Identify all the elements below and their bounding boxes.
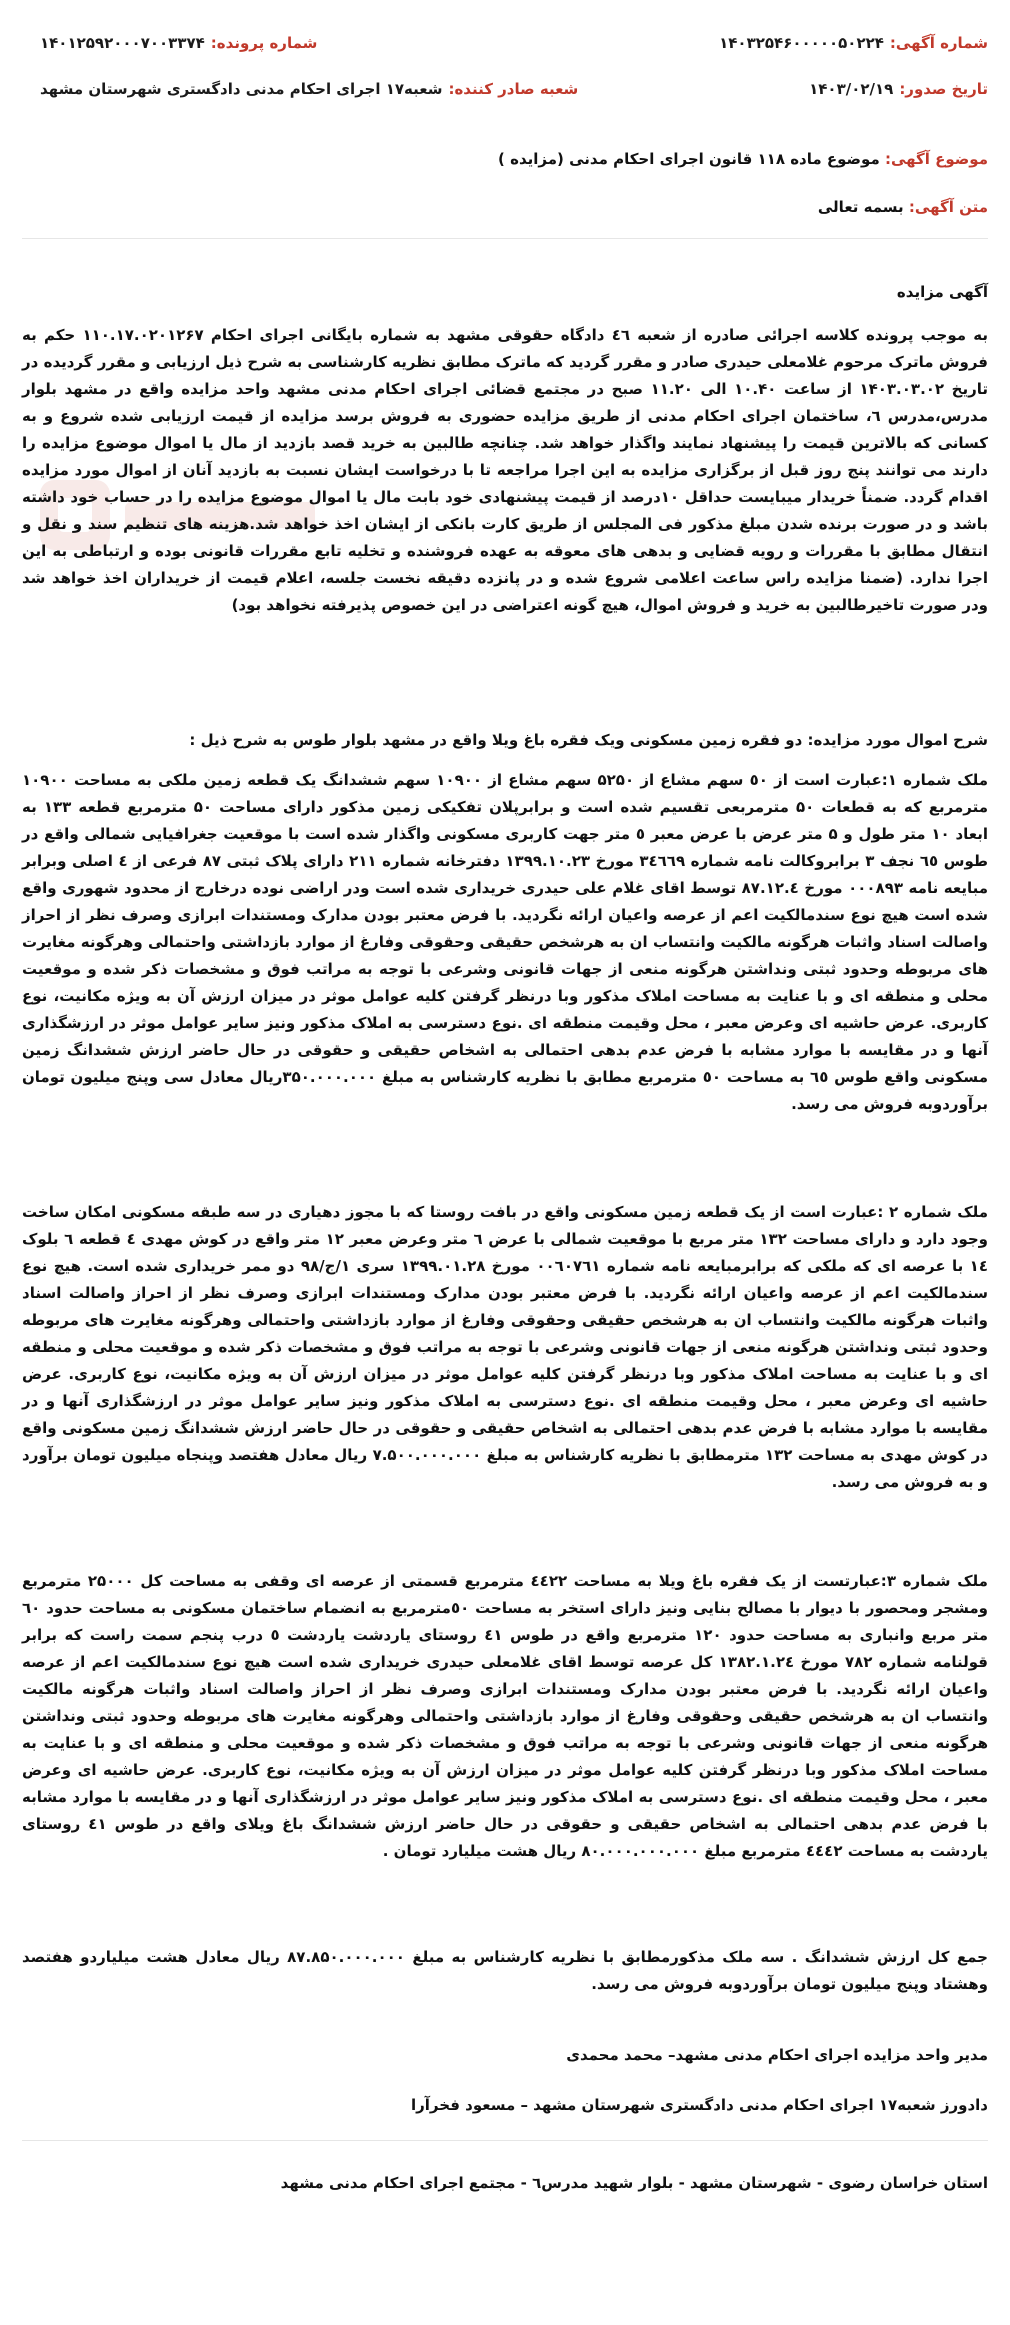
- notice-text-heading: [22, 198, 988, 216]
- notice-intro-paragraph: به موجب پرونده کلاسه اجرائی صادره از شعبه ٤٦ دادگاه حقوقی مشهد به شماره بایگانی اجرای احکام ۱۱۰.۱۷.۰۲۰۱۲۶۷ حکم به فروش ماترک مرحوم غلامعلی حیدری صادر و مقرر گردید که ماترک مطابق نظریه کارشناسی به شرح ذیل ارزیابی و مقرر گردیده در تاریخ ۱۴۰۳.۰۳.۰۲ از ساعت ۱۰.۴۰ الی ۱۱.۲۰ صبح در مجتمع قضائی اجرای احکام مدنی مشهد واحد مزایده واقع در مشهد بلوار مدرس،مدرس ٦، ساختمان اجرای احکام مدنی از طریق مزایده حضوری به فروش برسد مزایده از قیمت ارزیابی شده شروع و به کسانی که بالاترین قیمت را پیشنهاد نمایند واگذار خواهد شد. چنانچه طالبین به خرید قصد بازدید از مال یا اموال موضوع مزایده را دارند می توانند پنج روز قبل از برگزاری مزایده به این اجرا مراجعه تا با درخواست ایشان نسبت به بازدید آنان از اموال مورد مزایده اقدام گردد. ضمناً خریدار میبایست حداقل ۱۰درصد از قیمت پیشنهادی خود بابت مال یا اموال موضوع مزایده را در حساب خود داشته باشد و در صورت برنده شدن مبلغ مذکور فی المجلس از طریق کارت بانکی از ایشان اخذ خواهد شد.هزینه های تنظیم سند و نقل و انتقال مطابق با مقررات و رویه قضایی و بدهی های معوقه به عهده فروشنده و تخلیه تابع مقررات قانونی بوده و ارتباطی به این اجرا ندارد. (ضمنا مزایده راس ساعت اعلامی شروع شده و در پانزده دقیقه نخست جلسه، اعلام قیمت از خریداران اخذ خواهد شد ودر صورت تاخیرطالبین به خرید و فروش اموال، هیچ گونه اعتراضی در این خصوص پذیرفته نخواهد بود): [22, 326, 989, 614]
- header-row-2: [40, 80, 988, 98]
- footer-divider: [22, 2140, 988, 2141]
- header-row-1: [40, 34, 988, 52]
- signer-auction-manager: مدیر واحد مزایده اجرای احکام مدنی مشهد– محمد محمدی: [566, 2046, 988, 2064]
- notice-number: [719, 34, 988, 52]
- notice-title: آگهی مزایده: [896, 283, 988, 301]
- notice-subject-value: موضوع ماده ۱۱۸ قانون اجرای احکام مدنی (مزایده ): [498, 150, 880, 168]
- section-divider: [22, 238, 988, 239]
- case-number-label: شماره پرونده:: [210, 34, 318, 52]
- property-1-paragraph: ملک شماره ۱:عبارت است از ٥٠ سهم مشاع از ۵۲۵۰ سهم مشاع از ۱۰۹۰۰ سهم ششدانگ یک قطعه زمین ملکی به مساحت ۱۰۹۰۰ مترمربع که به قطعات ۵۰ مترمربعی تقسیم شده است و برابرپلان تفکیکی زمین مذکور دارای مساحت ۵۰ مترمربع قطعه ۱۳۳ به ابعاد ۱۰ متر طول و ۵ متر عرض با عرض معبر ٥ متر جهت کاربری مسکونی واگذار شده است با موقعیت جغرافیایی شمالی واقع در طوس ٦٥ نجف ۳ برابروکالت نامه شماره ٣٤٦٦٩ مورخ ۱۳۹۹.۱۰.۲۳ دفترخانه شماره ۲۱۱ دارای پلاک ثبتی ۸۷ فرعی از ٤ اصلی وبرابر مبایعه نامه ۰۰۰۸۹۳ مورخ ۸۷.۱۲.٤ توسط اقای غلام علی حیدری خریداری شده است ودر اراضی نوده درخارج از محدود شهوری واقع شده است هیچ نوع سندمالکیت اعم از عرصه واعیان ارائه نگردید. با فرض معتبر بودن مدارک ومستندات ابرازی وصرف نظر از احراز واصالت اسناد واثبات هرگونه مالکیت وانتساب ان به هرشخص حقیقی وحقوقی وفارغ از موارد بازداشتی واحتمالی وهرگونه مغایرت های مربوطه وحدود ثبتی ونداشتن هرگونه منعی از جهات قانونی وشرعی با توجه به مراتب فوق و مشخصات ذکر شده و موقعیت محلی و منطقه ای و با عنایت به مساحت املاک مذکور وبا درنظر گرفتن کلیه عوامل موثر در میزان ارزش آن به ویژه مکانیت، نوع کاربری. عرض حاشیه ای وعرض معبر ، محل وقیمت منطقه ای .نوع دسترسی به املاک مذکور ونیز سایر عوامل موثر در ارزشگذاری آنها و در مقایسه با موارد مشابه با فرض عدم بدهی احتمالی به اشخاص حقیقی و حقوقی در حال حاضر ارزش ششدانگ زمین مسکونی واقع طوس ٦٥ به مساحت ٥٠ مترمربع مطابق با نظریه کارشناس به مبلغ ۳۵۰.۰۰۰.۰۰۰ریال معادل سی وپنج میلیون تومان برآوردوبه فروش می رسد.: [22, 771, 989, 1113]
- office-address: استان خراسان رضوی - شهرستان مشهد - بلوار شهید مدرس٦ - مجتمع اجرای احکام مدنی مشهد: [280, 2174, 988, 2192]
- notice-text-intro: بسمه تعالی: [817, 198, 904, 216]
- issue-date-label: تاریخ صدور:: [899, 80, 988, 98]
- case-number-value: ۱۴۰۱۲۵۹۲۰۰۰۷۰۰۳۳۷۴: [40, 34, 205, 52]
- total-value-paragraph: جمع کل ارزش ششدانگ . سه ملک مذکورمطابق با نظریه کارشناس به مبلغ ۸۷.۸۵۰.۰۰۰.۰۰۰ ریال معادل هشت میلیاردو هفتصد وهشتاد وپنج میلیون تومان برآوردوبه فروش می رسد.: [22, 1948, 988, 1993]
- issuing-branch: [40, 80, 578, 98]
- notice-subject-label: موضوع آگهی:: [884, 150, 988, 168]
- notice-subject: [22, 150, 988, 168]
- property-2-paragraph: ملک شماره ۲ :عبارت است از یک قطعه زمین مسکونی واقع در بافت روستا که با مجوز دهیاری در سه طبقه مسکونی امکان ساخت وجود دارد و دارای مساحت ۱۳۲ متر مربع با موقعیت شمالی با عرض ٦ متر وعرض معبر ۱۲ متر واقع در کوش مهدی ٤ قطعه ٦ بلوک ١٤ با عرصه ای که ملکی که برابرمبایعه نامه شماره ۰۰٦٠٧٦١ مورخ ۱۳۹۹.۰۱.۲۸ سری ١/ج/٩٨ دو ممر خریداری شده است. هیچ نوع سندمالکیت اعم از عرصه واعیان ارائه نگردید. با فرض معتبر بودن مدارک ومستندات ابرازی وصرف نظر از احراز واصالت اسناد واثبات هرگونه مالکیت وانتساب ان به هرشخص حقیقی وحقوقی وفارغ از موارد بازداشتی واحتمالی وهرگونه مغایرت های مربوطه وحدود ثبتی ونداشتن هرگونه منعی از جهات قانونی وشرعی با توجه به مراتب فوق و مشخصات ذکر شده و موقعیت محلی و منطقه ای و با عنایت به مساحت املاک مذکور وبا درنظر گرفتن کلیه عوامل موثر در میزان ارزش آن به ویژه مکانیت، نوع کاربری. عرض حاشیه ای وعرض معبر ، محل وقیمت منطقه ای .نوع دسترسی به املاک مذکور ونیز سایر عوامل موثر در ارزشگذاری آنها و در مقایسه با موارد مشابه با فرض عدم بدهی احتمالی به اشخاص حقیقی و حقوقی در حال حاضر ارزش ششدانگ زمین مسکونی واقع در کوش مهدی به مساحت ۱۳۲ مترمطابق با نظریه کارشناس به مبلغ ۷.۵۰۰.۰۰۰.۰۰۰ ریال معادل هفتصد وپنجاه میلیون تومان برآورد و به فروش می رسد.: [22, 1203, 988, 1491]
- issue-date-value: ۱۴۰۳/۰۲/۱۹: [809, 80, 894, 98]
- property-description: شرح اموال مورد مزایده: دو فقره زمین مسکونی ویک فقره باغ ویلا واقع در مشهد بلوار طوس به شرح ذیل :: [189, 731, 988, 749]
- signer-bailiff: دادورز شعبه۱۷ اجرای احکام مدنی دادگستری شهرستان مشهد – مسعود فخرآرا: [411, 2096, 988, 2114]
- property-3-paragraph: ملک شماره ۳:عبارتست از یک فقره باغ ویلا به مساحت ٤٤٢٢ مترمربع قسمتی از عرصه ای وقفی به مساحت کل ۲۵۰۰۰ مترمربع ومشجر ومحصور با دیوار با مصالح بنایی ونیز دارای استخر به مساحت ٥٠مترمربع به انضمام ساختمان مسکونی به مساحت حدود ٦٠ متر مربع وانباری به مساحت حدود ۱۲۰ مترمربع واقع در طوس ٤١ روستای یاردشت یاردشت ٥ درب پنجم سمت راست که برابر قولنامه شماره ۷۸۲ مورخ ۱۳۸۲.۱.۲٤ کل عرصه توسط اقای غلامعلی حیدری خریداری شده است هیچ نوع سندمالکیت اعم از عرصه واعیان ارائه نگردید. با فرض معتبر بودن مدارک ومستندات ابرازی وصرف نظر از احراز واصالت اسناد واثبات هرگونه مالکیت وانتساب ان به هرشخص حقیقی وحقوقی وفارغ از موارد بازداشتی واحتمالی وهرگونه مغایرت های مربوطه وحدود ثبتی ونداشتن هرگونه منعی از جهات قانونی وشرعی با توجه به مراتب فوق و مشخصات ذکر شده و موقعیت محلی و منطقه ای و با عنایت به مساحت املاک مذکور وبا درنظر گرفتن کلیه عوامل موثر در میزان ارزش آن به ویژه مکانیت، نوع کاربری. عرض حاشیه ای وعرض معبر ، محل وقیمت منطقه ای .نوع دسترسی به املاک مذکور ونیز سایر عوامل موثر در ارزشگذاری آنها و در مقایسه با موارد مشابه با فرض عدم بدهی احتمالی به اشخاص حقیقی و حقوقی در حال حاضر ارزش ششدانگ باغ ویلای واقع در طوس ٤١ روستای یاردشت به مساحت ٤٤٤٢ مترمربع مبلغ ۸۰.۰۰۰.۰۰۰.۰۰۰ ریال هشت میلیارد تومان .: [22, 1572, 988, 1860]
- issue-date: [809, 80, 988, 98]
- case-number: [40, 34, 317, 52]
- notice-number-label: شماره آگهی:: [889, 34, 988, 52]
- notice-number-value: ۱۴۰۳۲۵۴۶۰۰۰۰۰۵۰۲۲۴: [719, 34, 884, 52]
- notice-text-label: متن آگهی:: [908, 198, 988, 216]
- issuing-branch-value: شعبه۱۷ اجرای احکام مدنی دادگستری شهرستان مشهد: [40, 80, 443, 98]
- issuing-branch-label: شعبه صادر کننده:: [448, 80, 579, 98]
